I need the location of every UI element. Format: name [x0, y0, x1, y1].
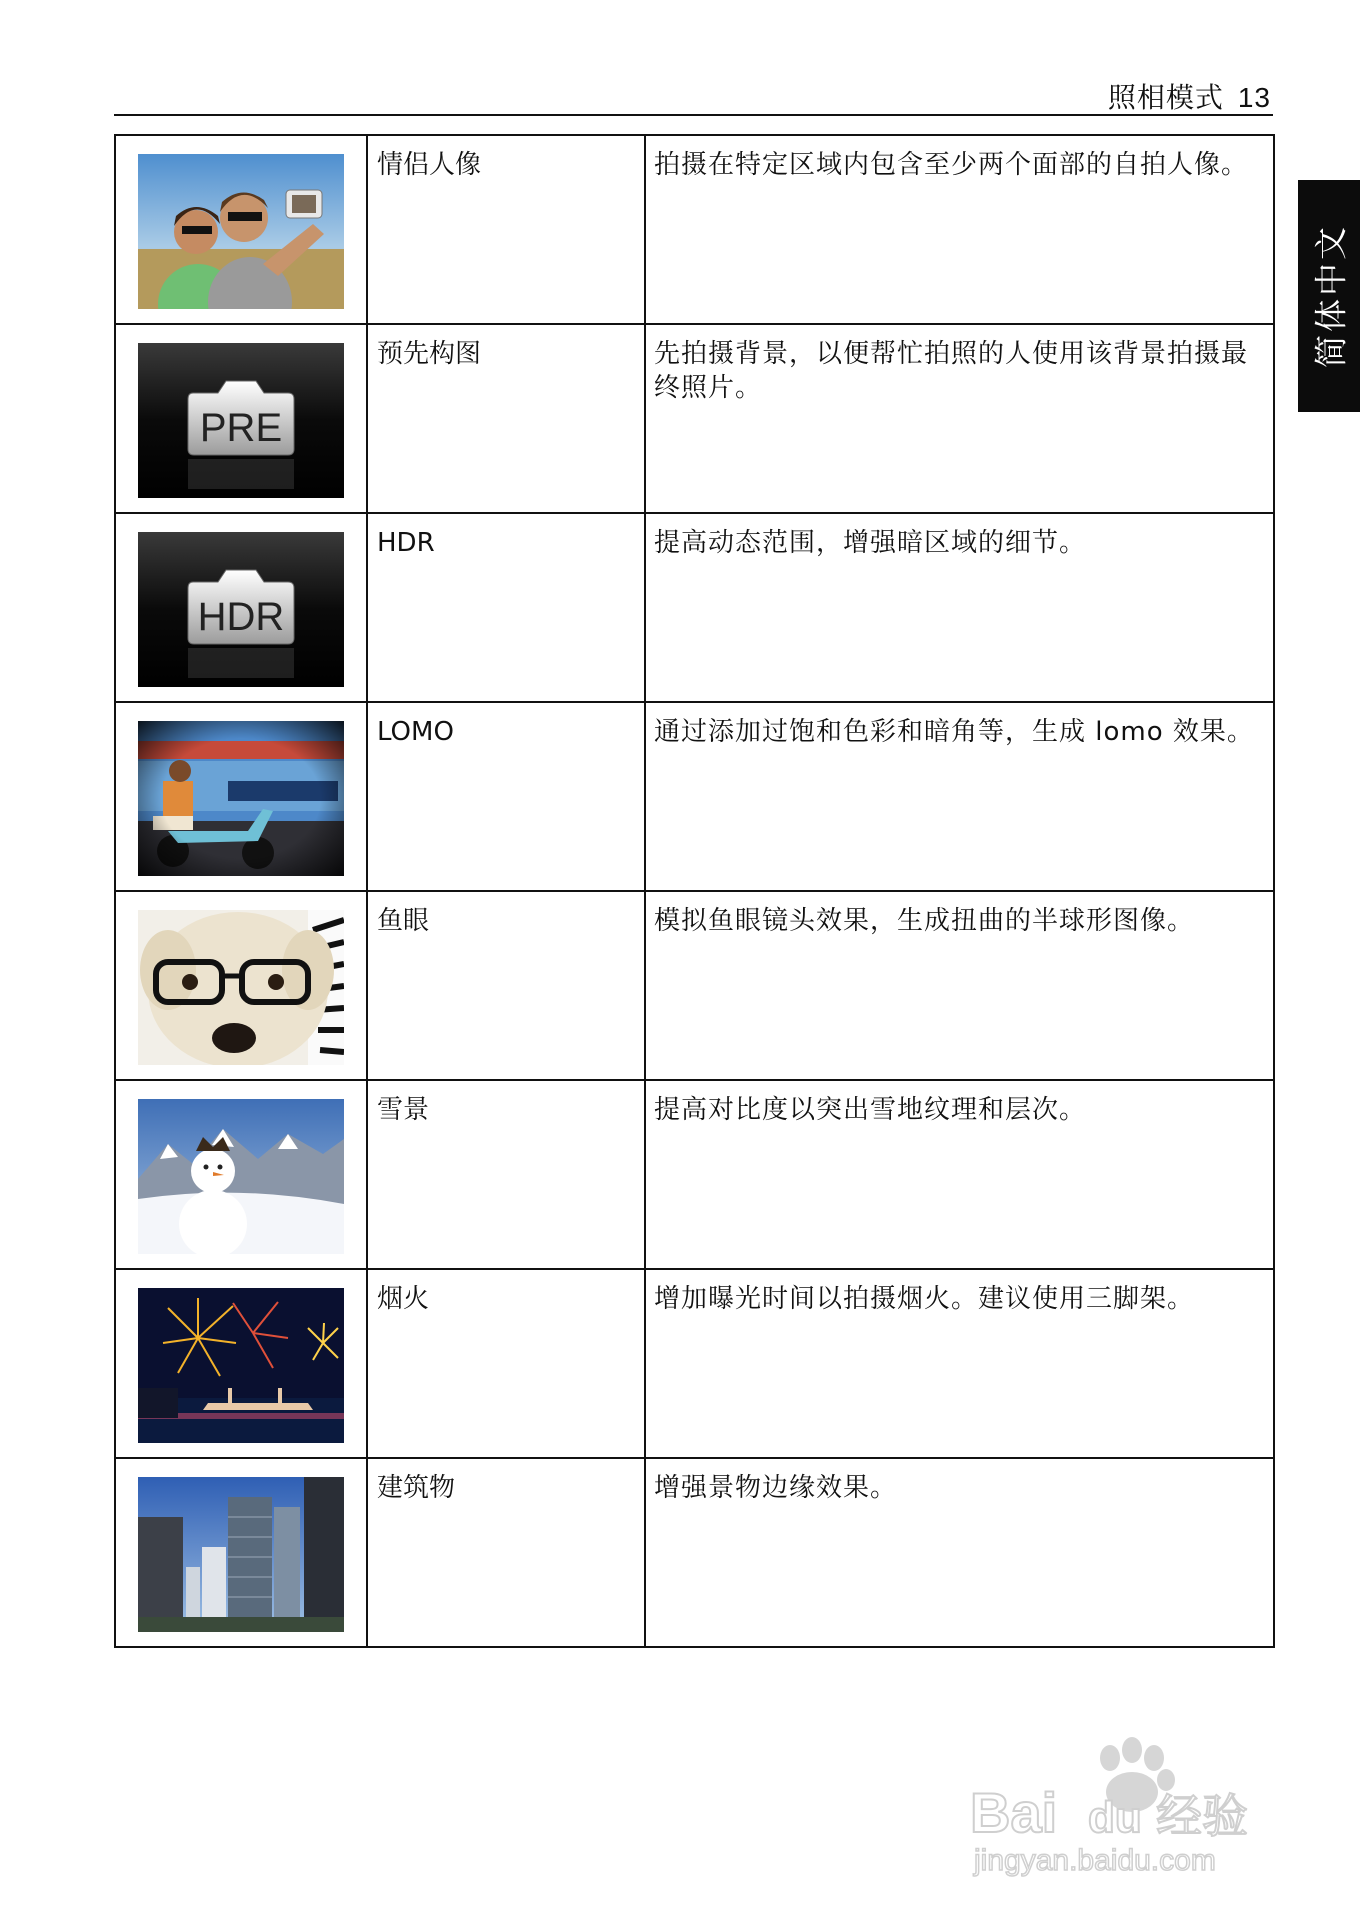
pre-icon: [138, 343, 344, 498]
fireworks-photo: [138, 1288, 344, 1443]
mode-description: 提高动态范围，增强暗区域的细节。: [654, 528, 1087, 558]
mode-name: HDR: [377, 528, 435, 558]
svg-text:HDR: HDR: [197, 595, 285, 639]
table-row: [115, 135, 1274, 324]
image-cell: [115, 1080, 367, 1269]
table-row: [115, 891, 1274, 1080]
svg-text:jingyan.baidu.com: jingyan.baidu.com: [974, 1844, 1216, 1877]
svg-text:du: du: [1088, 1793, 1142, 1842]
mode-description: 拍摄在特定区域内包含至少两个面部的自拍人像。: [654, 150, 1249, 180]
mode-name: 雪景: [377, 1095, 430, 1125]
table-row: [115, 1458, 1274, 1647]
buildings-photo: [138, 1477, 344, 1632]
svg-text:PRE: PRE: [199, 406, 283, 450]
image-cell: [115, 324, 367, 513]
mode-name: 烟火: [377, 1284, 430, 1314]
snowman-photo: [138, 1099, 344, 1254]
baidu-watermark: [960, 1720, 1280, 1880]
table-row: [115, 1269, 1274, 1458]
mode-description: 模拟鱼眼镜头效果，生成扭曲的半球形图像。: [654, 906, 1195, 936]
hdr-icon: [138, 532, 344, 687]
table-row: [115, 1080, 1274, 1269]
table-row: [115, 702, 1274, 891]
page-number: 13: [1237, 82, 1271, 113]
image-cell: [115, 1458, 367, 1647]
mode-description: 先拍摄背景，以便帮忙拍照的人使用该背景拍摄最终照片。: [654, 339, 1249, 403]
table-row: [115, 513, 1274, 702]
mode-description: 增强景物边缘效果。: [654, 1473, 898, 1503]
language-tab: [1298, 180, 1360, 412]
language-tab-label: 简体中文: [1311, 224, 1351, 368]
mode-name: 情侣人像: [377, 150, 482, 180]
scooter-photo: [138, 721, 344, 876]
image-cell: [115, 513, 367, 702]
scene-mode-table: [114, 134, 1275, 1648]
svg-text:经验: 经验: [1156, 1789, 1248, 1843]
mode-name: 建筑物: [377, 1473, 456, 1503]
mode-description: 增加曝光时间以拍摄烟火。建议使用三脚架。: [654, 1284, 1195, 1314]
header-text: [1108, 76, 1271, 116]
mode-name: LOMO: [377, 717, 454, 747]
section-title: 照相模式: [1107, 81, 1224, 114]
couple-selfie-photo: [138, 154, 344, 309]
image-cell: [115, 702, 367, 891]
page-header: [114, 70, 1273, 116]
svg-text:Bai: Bai: [970, 1781, 1058, 1844]
mode-description: 提高对比度以突出雪地纹理和层次。: [654, 1095, 1087, 1125]
mode-name: 鱼眼: [377, 906, 430, 936]
mode-name: 预先构图: [377, 339, 482, 369]
dog-glasses-photo: [138, 910, 344, 1065]
image-cell: [115, 135, 367, 324]
table-row: [115, 324, 1274, 513]
mode-description: 通过添加过饱和色彩和暗角等，生成 lomo 效果。: [654, 717, 1254, 747]
image-cell: [115, 1269, 367, 1458]
image-cell: [115, 891, 367, 1080]
